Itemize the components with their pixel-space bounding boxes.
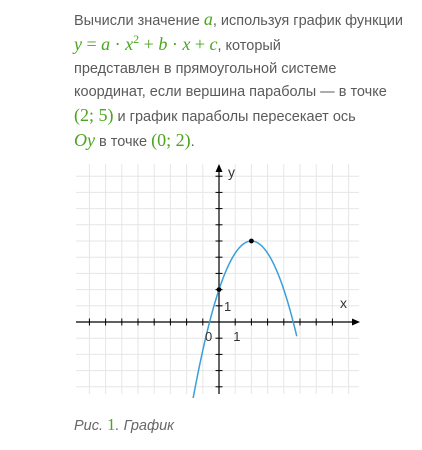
graph-point xyxy=(249,239,254,244)
task-line-2 xyxy=(74,33,409,58)
task-text-tail-1: , используя график функции xyxy=(212,13,403,29)
caption-prefix: Рис. xyxy=(74,418,108,434)
task-text-tail-2: , который xyxy=(217,38,281,54)
task-line-3: представлен в прямоугольной системе xyxy=(74,61,337,77)
axis-name: Oy xyxy=(74,130,95,150)
x-axis-arrow-icon xyxy=(352,319,360,326)
task-text-end-6: . xyxy=(190,134,195,150)
origin-label: 0 xyxy=(205,329,213,344)
parabola-curve xyxy=(170,241,296,398)
task-line-5 xyxy=(74,104,409,129)
task-text-mid-6: в точке xyxy=(95,134,152,150)
vertex-point: (2; 5) xyxy=(74,105,114,125)
parabola-graph xyxy=(74,158,364,398)
caption-number: 1 xyxy=(107,415,116,434)
graph-point xyxy=(217,287,222,292)
task-text xyxy=(74,8,409,154)
y-axis-arrow-icon xyxy=(216,164,223,172)
function-formula: $y = a \cdot x^2 + b \cdot x + c$ xyxy=(74,32,218,54)
variable-a: a xyxy=(203,9,213,29)
axes xyxy=(76,164,360,394)
figure-caption xyxy=(74,415,174,435)
task-line-6 xyxy=(74,129,409,154)
caption-suffix: . График xyxy=(115,418,175,434)
task-text-start: Вычисли значение xyxy=(74,13,204,29)
task-text-tail-5: и график параболы пересекает ось xyxy=(113,109,356,125)
intercept-point: (0; 2) xyxy=(151,130,191,150)
unit-y-label: 1 xyxy=(224,298,232,314)
task-line-4: координат, если вершина параболы — в точке xyxy=(74,84,387,100)
y-axis-label: y xyxy=(228,164,235,180)
x-axis-label: x xyxy=(340,295,347,311)
unit-x-label: 1 xyxy=(233,329,241,344)
task-line-1 xyxy=(74,8,409,33)
grid xyxy=(76,164,359,394)
